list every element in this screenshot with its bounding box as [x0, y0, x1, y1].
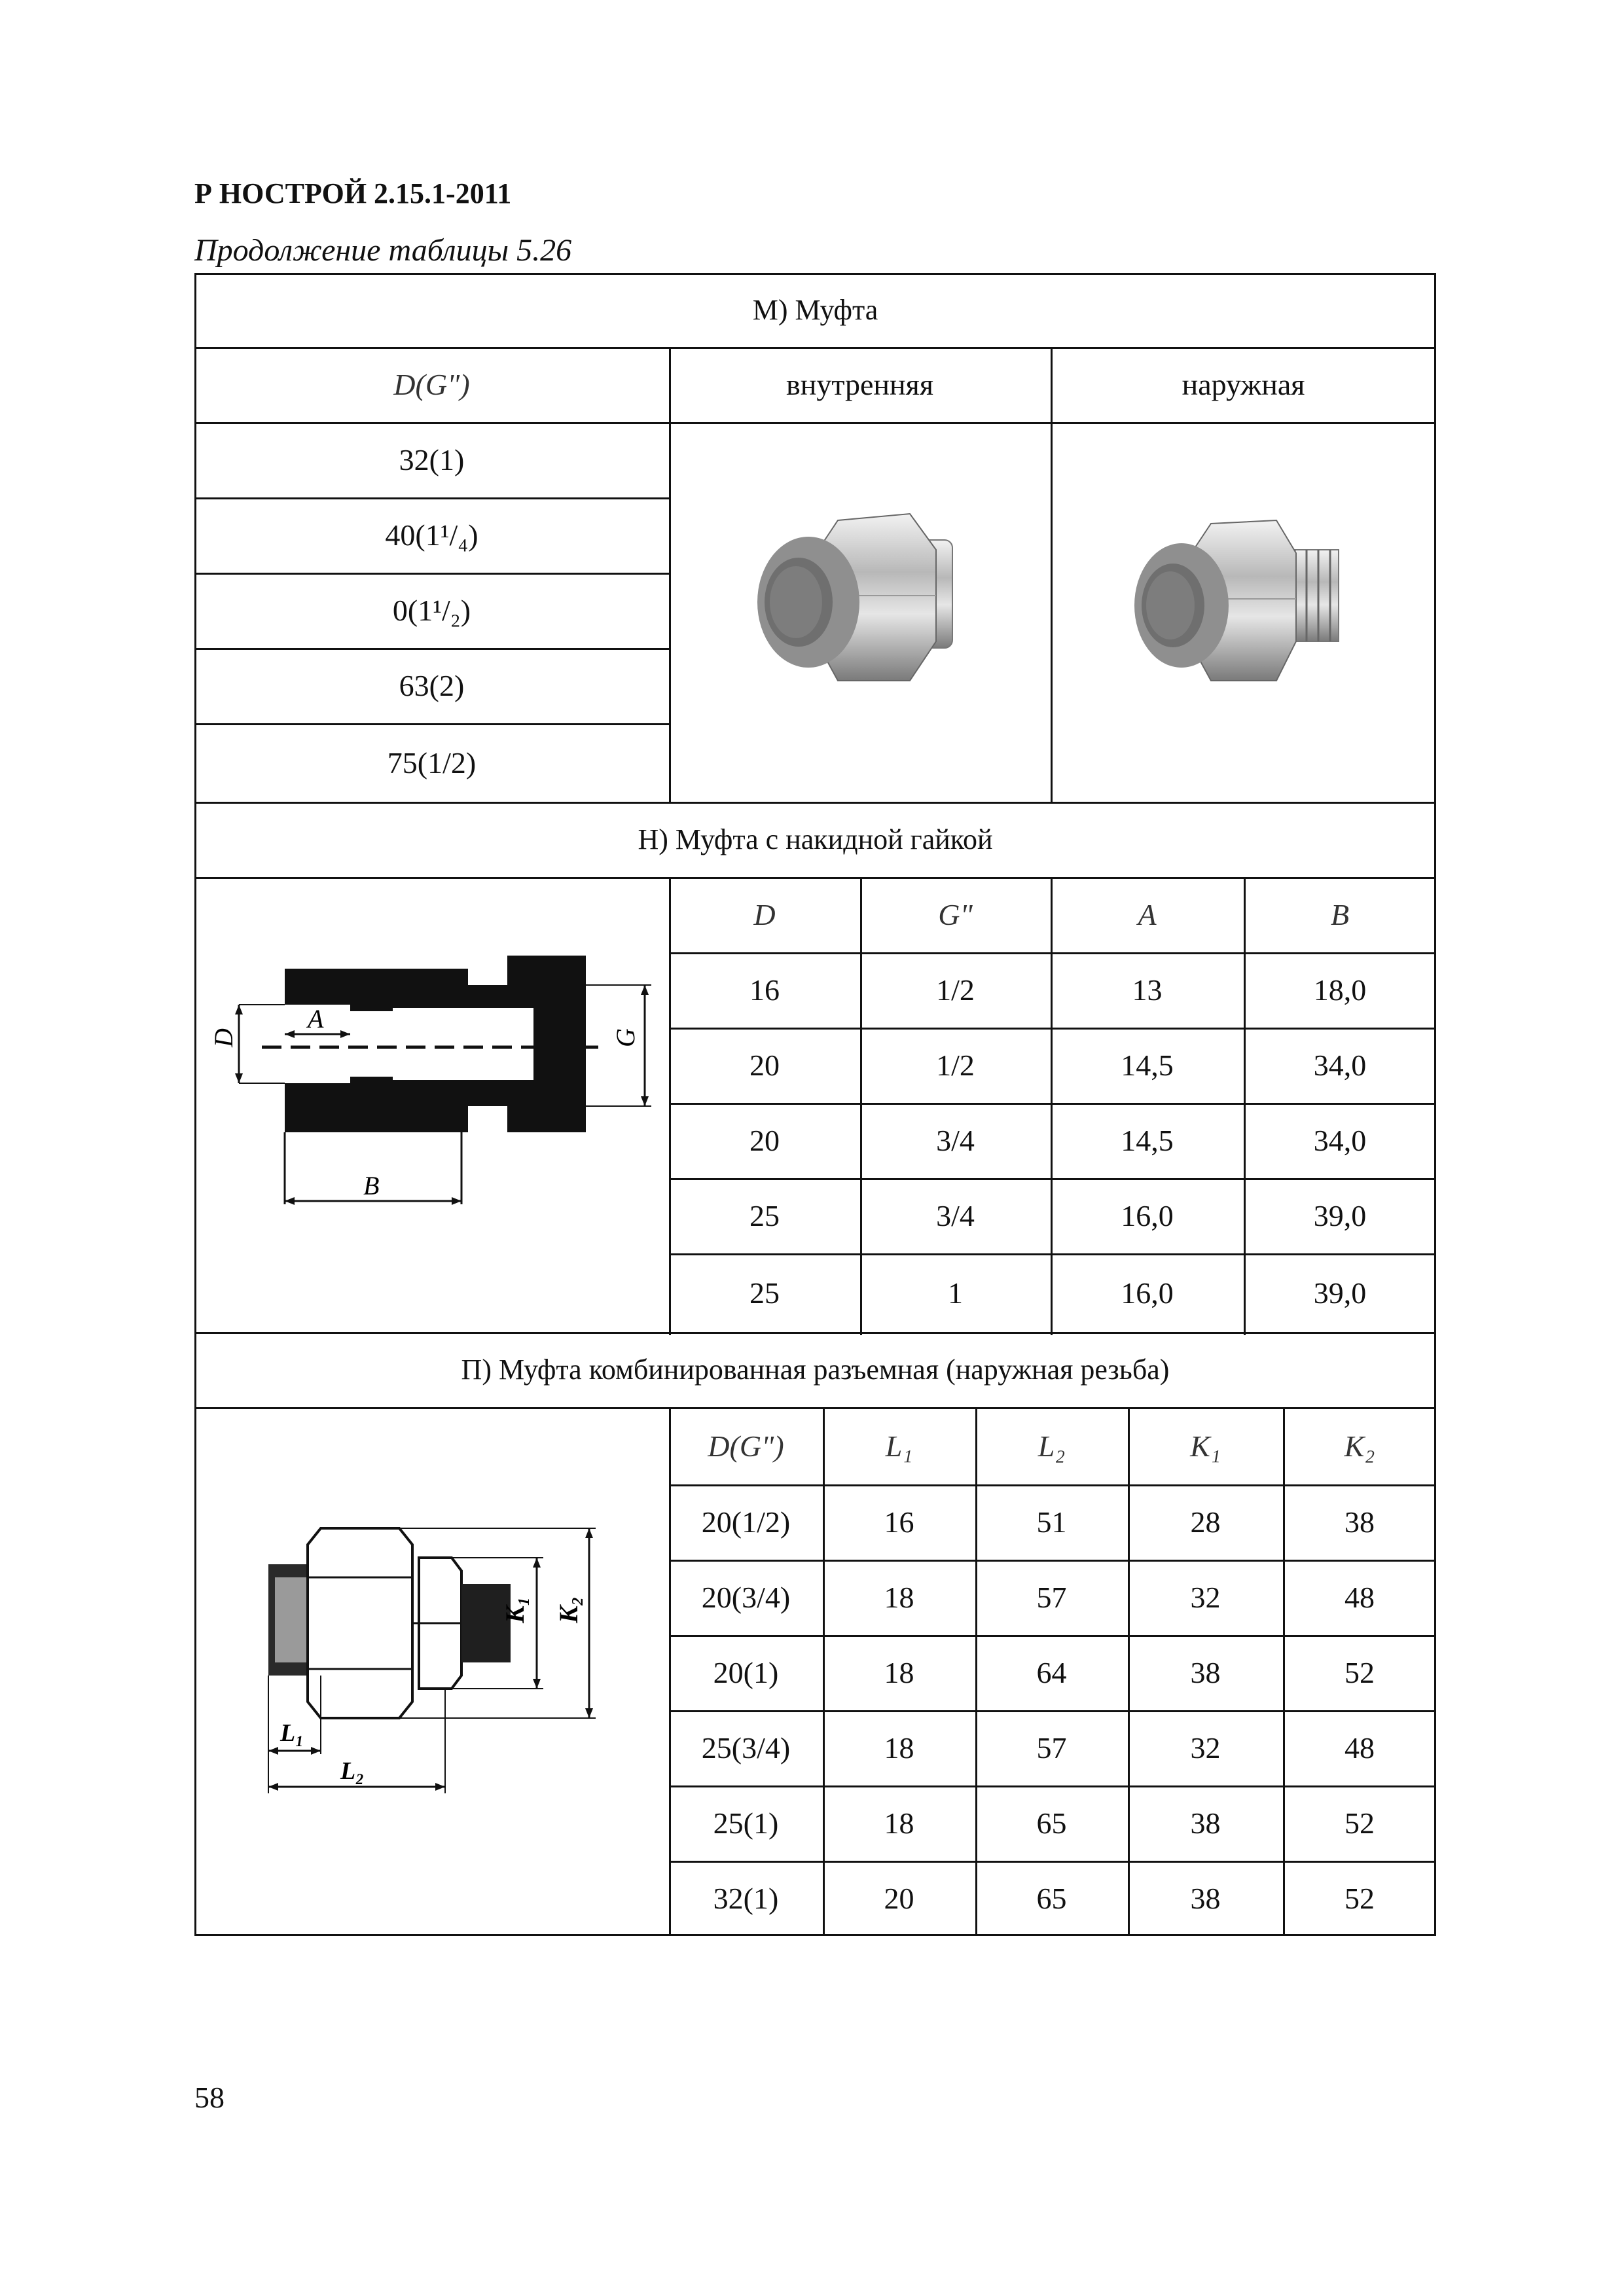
table-caption: Продолжение таблицы 5.26 — [194, 233, 572, 268]
section-n-title: Н) Муфта с накидной гайкой — [638, 823, 993, 855]
table-cell: 57 — [1036, 1581, 1067, 1614]
col-header: K₁ — [1190, 1429, 1221, 1463]
size-cell: 0(1¹/₂) — [392, 594, 471, 627]
drawing-label-k1: K₁ — [500, 1596, 530, 1623]
inner-coupling-image — [746, 504, 982, 700]
drawing-label-l1: L₁ — [280, 1719, 304, 1747]
table-cell: 20(3/4) — [701, 1581, 791, 1614]
table-cell: 38 — [1344, 1505, 1375, 1539]
header-d: D(G") — [393, 368, 470, 401]
col-header: L₂ — [1038, 1429, 1066, 1463]
table-cell: 25(3/4) — [701, 1731, 791, 1765]
drawing-label-a: A — [308, 1004, 324, 1033]
table-cell: 52 — [1344, 1806, 1375, 1840]
table-cell: 20 — [749, 1124, 780, 1157]
table-cell: 32 — [1190, 1731, 1221, 1765]
table-cell: 25 — [749, 1199, 780, 1232]
table-cell: 16 — [884, 1505, 914, 1539]
table-cell: 14,5 — [1121, 1124, 1174, 1157]
table-cell: 48 — [1344, 1731, 1375, 1765]
table-cell: 3/4 — [936, 1199, 975, 1232]
table-cell: 1/2 — [936, 973, 975, 1007]
combined-coupling-drawing — [255, 1505, 622, 1800]
table-cell: 34,0 — [1313, 1049, 1367, 1082]
col-header: B — [1330, 898, 1350, 931]
drawing-label-d: D — [209, 1028, 238, 1047]
col-header: A — [1138, 898, 1157, 931]
table-cell: 18,0 — [1313, 973, 1367, 1007]
table-cell: 20(1/2) — [701, 1505, 791, 1539]
size-cell: 75(1/2) — [387, 745, 477, 780]
table-cell: 16,0 — [1121, 1276, 1174, 1310]
table-cell: 52 — [1344, 1656, 1375, 1689]
doc-code: Р НОСТРОЙ 2.15.1-2011 — [194, 177, 512, 209]
table-cell: 64 — [1036, 1656, 1067, 1689]
table-cell: 57 — [1036, 1731, 1067, 1765]
col-header: L₁ — [885, 1429, 913, 1463]
header-inner: внутренняя — [786, 368, 933, 401]
col-header: D — [753, 898, 776, 931]
table-cell: 32 — [1190, 1581, 1221, 1614]
size-cell: 32(1) — [399, 443, 465, 476]
section-m-title: М) Муфта — [752, 294, 878, 326]
drawing-label-k2: K₂ — [554, 1596, 583, 1623]
table-cell: 25(1) — [713, 1806, 779, 1840]
table-cell: 16,0 — [1121, 1199, 1174, 1232]
col-header: K₂ — [1344, 1429, 1375, 1463]
table-cell: 20 — [884, 1882, 914, 1915]
outer-coupling-image — [1126, 511, 1348, 700]
table-cell: 28 — [1190, 1505, 1221, 1539]
page-number: 58 — [194, 2081, 225, 2114]
table-cell: 18 — [884, 1731, 914, 1765]
table-cell: 52 — [1344, 1882, 1375, 1915]
size-cell: 40(1¹/₄) — [385, 518, 478, 552]
drawing-label-b: B — [363, 1171, 380, 1200]
table-cell: 38 — [1190, 1882, 1221, 1915]
table-cell: 65 — [1036, 1882, 1067, 1915]
table-cell: 38 — [1190, 1806, 1221, 1840]
table-cell: 34,0 — [1313, 1124, 1367, 1157]
table-cell: 1 — [948, 1276, 963, 1310]
table-cell: 13 — [1132, 973, 1163, 1007]
size-cell: 63(2) — [399, 669, 465, 702]
table-cell: 18 — [884, 1656, 914, 1689]
table-cell: 14,5 — [1121, 1049, 1174, 1082]
table-cell: 20(1) — [713, 1656, 779, 1689]
table-cell: 16 — [749, 973, 780, 1007]
table-cell: 39,0 — [1313, 1199, 1367, 1232]
header-outer: наружная — [1182, 368, 1305, 401]
table-cell: 65 — [1036, 1806, 1067, 1840]
table-cell: 51 — [1036, 1505, 1067, 1539]
table-cell: 39,0 — [1313, 1276, 1367, 1310]
table-cell: 25 — [749, 1276, 780, 1310]
section-p-title: П) Муфта комбинированная разъемная (наружная резьба) — [461, 1354, 1170, 1386]
table-cell: 18 — [884, 1806, 914, 1840]
table-cell: 20 — [749, 1049, 780, 1082]
col-header: D(G") — [708, 1429, 784, 1463]
table-cell: 1/2 — [936, 1049, 975, 1082]
table-cell: 48 — [1344, 1581, 1375, 1614]
table-cell: 32(1) — [713, 1882, 779, 1915]
table-cell: 18 — [884, 1581, 914, 1614]
col-header: G" — [938, 898, 973, 931]
drawing-label-g: G — [611, 1028, 640, 1047]
drawing-label-l2: L₂ — [340, 1757, 365, 1785]
table-cell: 38 — [1190, 1656, 1221, 1689]
table-cell: 3/4 — [936, 1124, 975, 1157]
nut-coupling-drawing — [200, 942, 664, 1244]
